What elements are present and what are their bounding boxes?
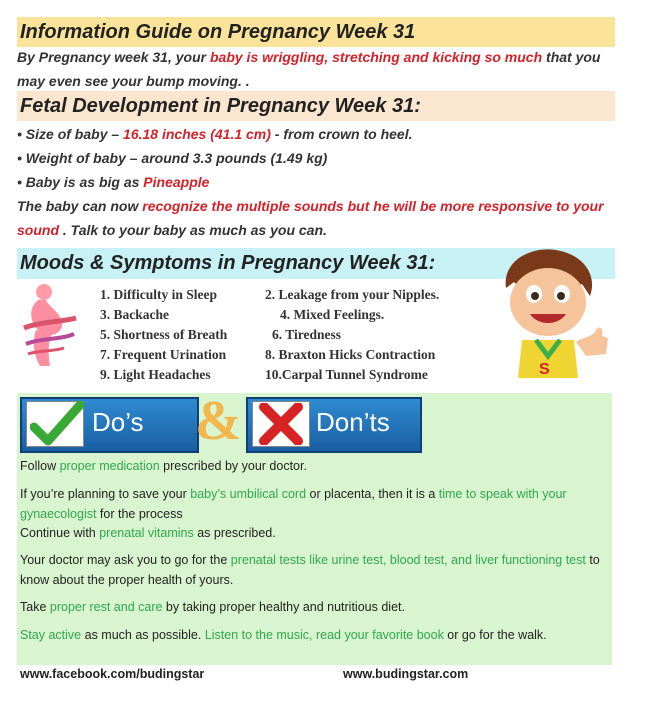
- dos-item: Your doctor may ask you to go for the prenatal tests like urine test, blood test, and liver functioning test to know about the proper health of yours.: [20, 553, 600, 587]
- bullet-size: • Size of baby – 16.18 inches (41.1 cm) - from crown to heel.: [17, 126, 413, 142]
- section-title-info-guide: [17, 17, 615, 47]
- sound-paragraph: The baby can now recognize the multiple sounds but he will be more responsive to your sound . Talk to your baby as much as you can.: [17, 198, 604, 238]
- moods-symptoms-title-text: Moods & Symptoms in Pregnancy Week 31:: [20, 252, 436, 274]
- info-guide-title-text: Information Guide on Pregnancy Week 31: [20, 21, 416, 43]
- section-title-fetal-development: [17, 91, 615, 121]
- symptom-item: 3. Backache: [100, 307, 169, 322]
- donts-label: Don’ts: [316, 407, 390, 437]
- cartoon-boy-thumbs-up-illustration: [492, 244, 610, 384]
- fetal-development-title-text: Fetal Development in Pregnancy Week 31:: [20, 95, 421, 117]
- fetal-development-body: [17, 122, 612, 242]
- dos-item: Take proper rest and care by taking proper healthy and nutritious diet.: [20, 600, 405, 614]
- symptom-item: 7. Frequent Urination: [100, 347, 227, 362]
- symptom-item: 10.Carpal Tunnel Syndrome: [265, 367, 428, 382]
- symptom-item: 1. Difficulty in Sleep: [100, 287, 217, 302]
- dos-item: Stay active as much as possible. Listen to the music, read your favorite book or go for the walk.: [20, 628, 547, 642]
- dos-item: Follow proper medication prescribed by your doctor.: [20, 459, 307, 473]
- website-link[interactable]: www.budingstar.com: [343, 667, 469, 681]
- pregnant-woman-illustration: [18, 282, 80, 368]
- intro-paragraph: By Pregnancy week 31, your baby is wriggling, stretching and kicking so much that you may even see your bump moving. .: [17, 49, 601, 89]
- dos-banner: [20, 397, 199, 453]
- symptom-item: 2. Leakage from your Nipples.: [265, 287, 440, 302]
- dos-item: Continue with prenatal vitamins as prescribed.: [20, 526, 276, 540]
- symptom-item: 9. Light Headaches: [100, 367, 211, 382]
- green-check-icon: [30, 401, 84, 447]
- dos-label: Do’s: [92, 407, 144, 437]
- symptom-item: 4. Mixed Feelings.: [280, 307, 385, 322]
- dos-item: If you’re planning to save your baby’s umbilical cord or placenta, then it is a time to speak with your gynaecologist for the process: [20, 487, 567, 521]
- svg-text:S: S: [539, 361, 550, 378]
- symptom-item: 8. Braxton Hicks Contraction: [265, 347, 436, 362]
- facebook-link[interactable]: www.facebook.com/budingstar: [20, 667, 205, 681]
- ampersand-glyph: &: [195, 390, 242, 452]
- bullet-size-comparison: • Baby is as big as Pineapple: [17, 174, 210, 190]
- symptom-item: 6. Tiredness: [272, 327, 342, 342]
- red-x-icon: [258, 403, 304, 445]
- symptom-item: 5. Shortness of Breath: [100, 327, 228, 342]
- bullet-weight: • Weight of baby – around 3.3 pounds (1.49 kg): [17, 150, 328, 166]
- donts-banner: [246, 397, 422, 453]
